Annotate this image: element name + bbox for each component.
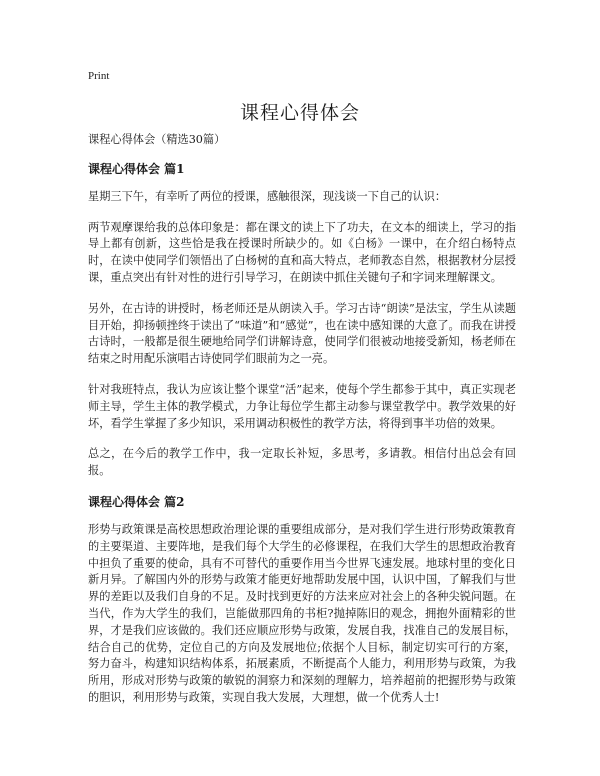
section-heading-2: 课程心得体会 篇2 — [88, 494, 185, 509]
section-1-paragraph-5: 总之，在今后的教学工作中，我一定取长补短，多思考，多请教。相信付出总会有回报。 — [88, 447, 516, 478]
document-title: 课程心得体会 — [239, 102, 360, 124]
document-subtitle: 课程心得体会（精选30篇） — [88, 133, 226, 146]
section-1-paragraph-1: 星期三下午，有幸听了两位的授课，感触很深，现浅谈一下自己的认识： — [88, 189, 447, 203]
section-1-paragraph-2: 两节观摩课给我的总体印象是：都在课文的读上下了功夫，在文本的细读上，学习的指导上都有创新，这些恰是我在授课时所缺少的。如《白杨》一课中，在介绍白杨特点时，在读中使同学们领悟出了白杨树的直和高大特点，老师教态自然，根据教材分层授课，重点突出有针对性的进行引导学习，在朗读中抓住关键句子和字词来理解课文。 — [88, 220, 516, 284]
document-body — [88, 132, 516, 721]
section-1-paragraph-3: 另外，在古诗的讲授时，杨老师还是从朗读入手。学习古诗“朗读”是法宝，学生从读题目开始，抑扬顿挫终于读出了“味道”和“感觉”，也在读中感知课的大意了。而我在讲授古诗时，一般都是很生硬地给同学们讲解诗意，使同学们很被动地接受新知，杨老师在结束之时用配乐演唱古诗使同学们眼前为之一亮。 — [88, 301, 516, 366]
print-link[interactable]: Print — [88, 70, 110, 82]
section-heading-1: 课程心得体会 篇1 — [88, 161, 185, 176]
section-2-paragraph-1: 形势与政策课是高校思想政治理论课的重要组成部分，是对我们学生进行形势政策教育的主要渠道、主要阵地，是我们每个大学生的必修课程，在我们大学生的思想政治教育中担负了重要的使命，具有不可替代的重要作用当今世界飞速发展。地球村里的变化日新月异。了解国内外的形势与政策才能更好地帮助发展中国，认识中国，了解我们与世界的差距以及我们自身的不足。及时找到更好的方法来应对社会上的各种尖锐问题。在当代，作为大学生的我们，岂能做那四角的书柜?抛掉陈旧的观念，拥抱外面精彩的世界，才是我们应该做的。我们还应顺应形势与政策，发展自我，找准自己的发展目标，结合自己的优势，定位自己的方向及发展地位;依据个人目标，制定切实可行的方案，努力奋斗，构建知识结构体系，拓展素质，不断提高个人能力，利用形势与政策，为我所用，形成对形势与政策的敏锐的洞察力和深刻的理解力，培养超前的把握形势与政策的胆识，利用形势与政策，实现自我大发展，大理想，做一个优秀人士! — [88, 522, 516, 704]
section-1-paragraph-4: 针对我班特点，我认为应该让整个课堂“活”起来，使每个学生都参于其中，真正实现老师主导，学生主体的教学模式，力争让每位学生都主动参与课堂教学中。教学效果的好坏，看学生掌握了多少知识，采用调动积极性的教学方法，将得到事半功倍的效果。 — [88, 382, 516, 430]
